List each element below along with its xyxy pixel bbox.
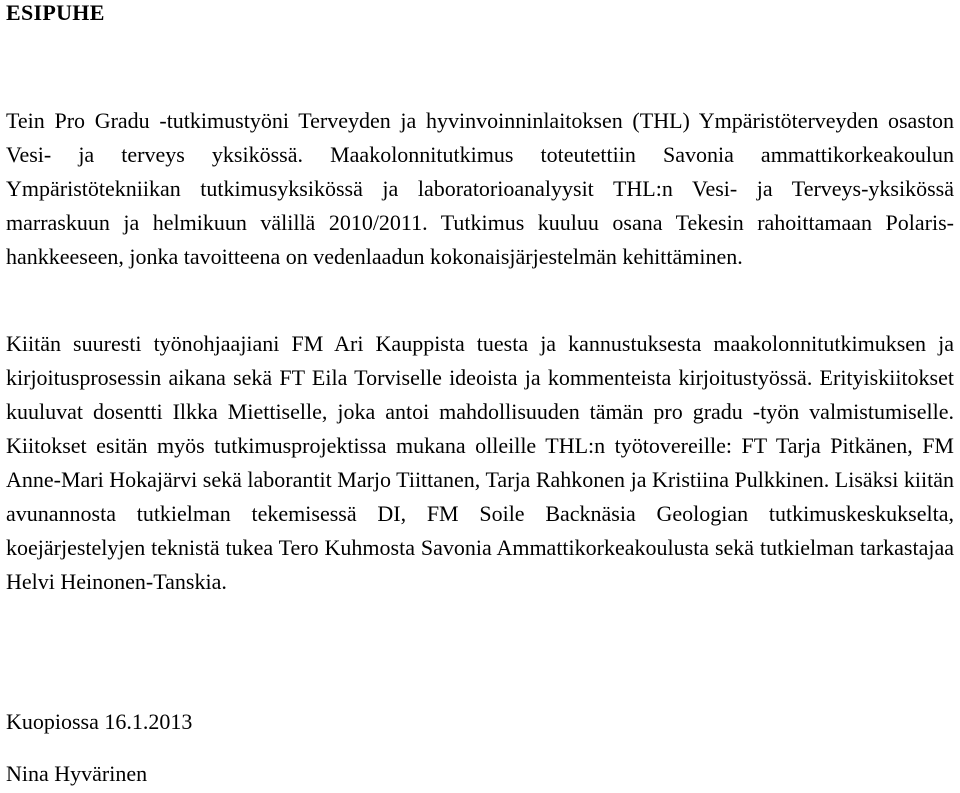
paragraph-research-info: Tein Pro Gradu -tutkimustyöni Terveyden ja hyvinvoinninlaitoksen (THL) Ympäristöterveyden osaston Vesi- ja terveys yksikössä. Maakolonnitutkimus toteutettiin Savonia ammattikorkeakoulun Ympäristötekniikan tutkimusyksikössä ja laboratorioanalyysit THL:n Vesi- ja Terveys-yksikössä marraskuun ja helmikuun välillä 2010/2011. Tutkimus kuuluu osana Tekesin rahoittamaan Polaris-hankkeeseen, jonka tavoitteena on vedenlaadun kokonaisjärjestelmän kehittäminen. (6, 108, 954, 269)
paragraph-acknowledgements: Kiitän suuresti työnohjaajiani FM Ari Kauppista tuesta ja kannustuksesta maakolonnitutkimuksen ja kirjoitusprosessin aikana sekä FT Eila Torviselle ideoista ja kommenteista kirjoitustyössä. Erityiskiitokset kuuluvat dosentti Ilkka Miettiselle, joka antoi mahdollisuuden tämän pro gradu -työn valmistumiselle. Kiitokset esitän myös tutkimusprojektissa mukana olleille THL:n työtovereille: FT Tarja Pitkänen, FM Anne-Mari Hokajärvi sekä laborantit Marjo Tiittanen, Tarja Rahkonen ja Kristiina Pulkkinen. Lisäksi kiitän avunannosta tutkielman tekemisessä DI, FM Soile Backnäsia Geologian tutkimuskeskukselta, koejärjestelyjen teknistä tukea Tero Kuhmosta Savonia Ammattikorkeakoulusta sekä tutkielman tarkastajaa Helvi Heinonen-Tanskia. (6, 331, 954, 594)
page-title: ESIPUHE (6, 0, 105, 25)
place-and-date: Kuopiossa 16.1.2013 (6, 709, 193, 734)
author-name: Nina Hyvärinen (6, 761, 148, 786)
